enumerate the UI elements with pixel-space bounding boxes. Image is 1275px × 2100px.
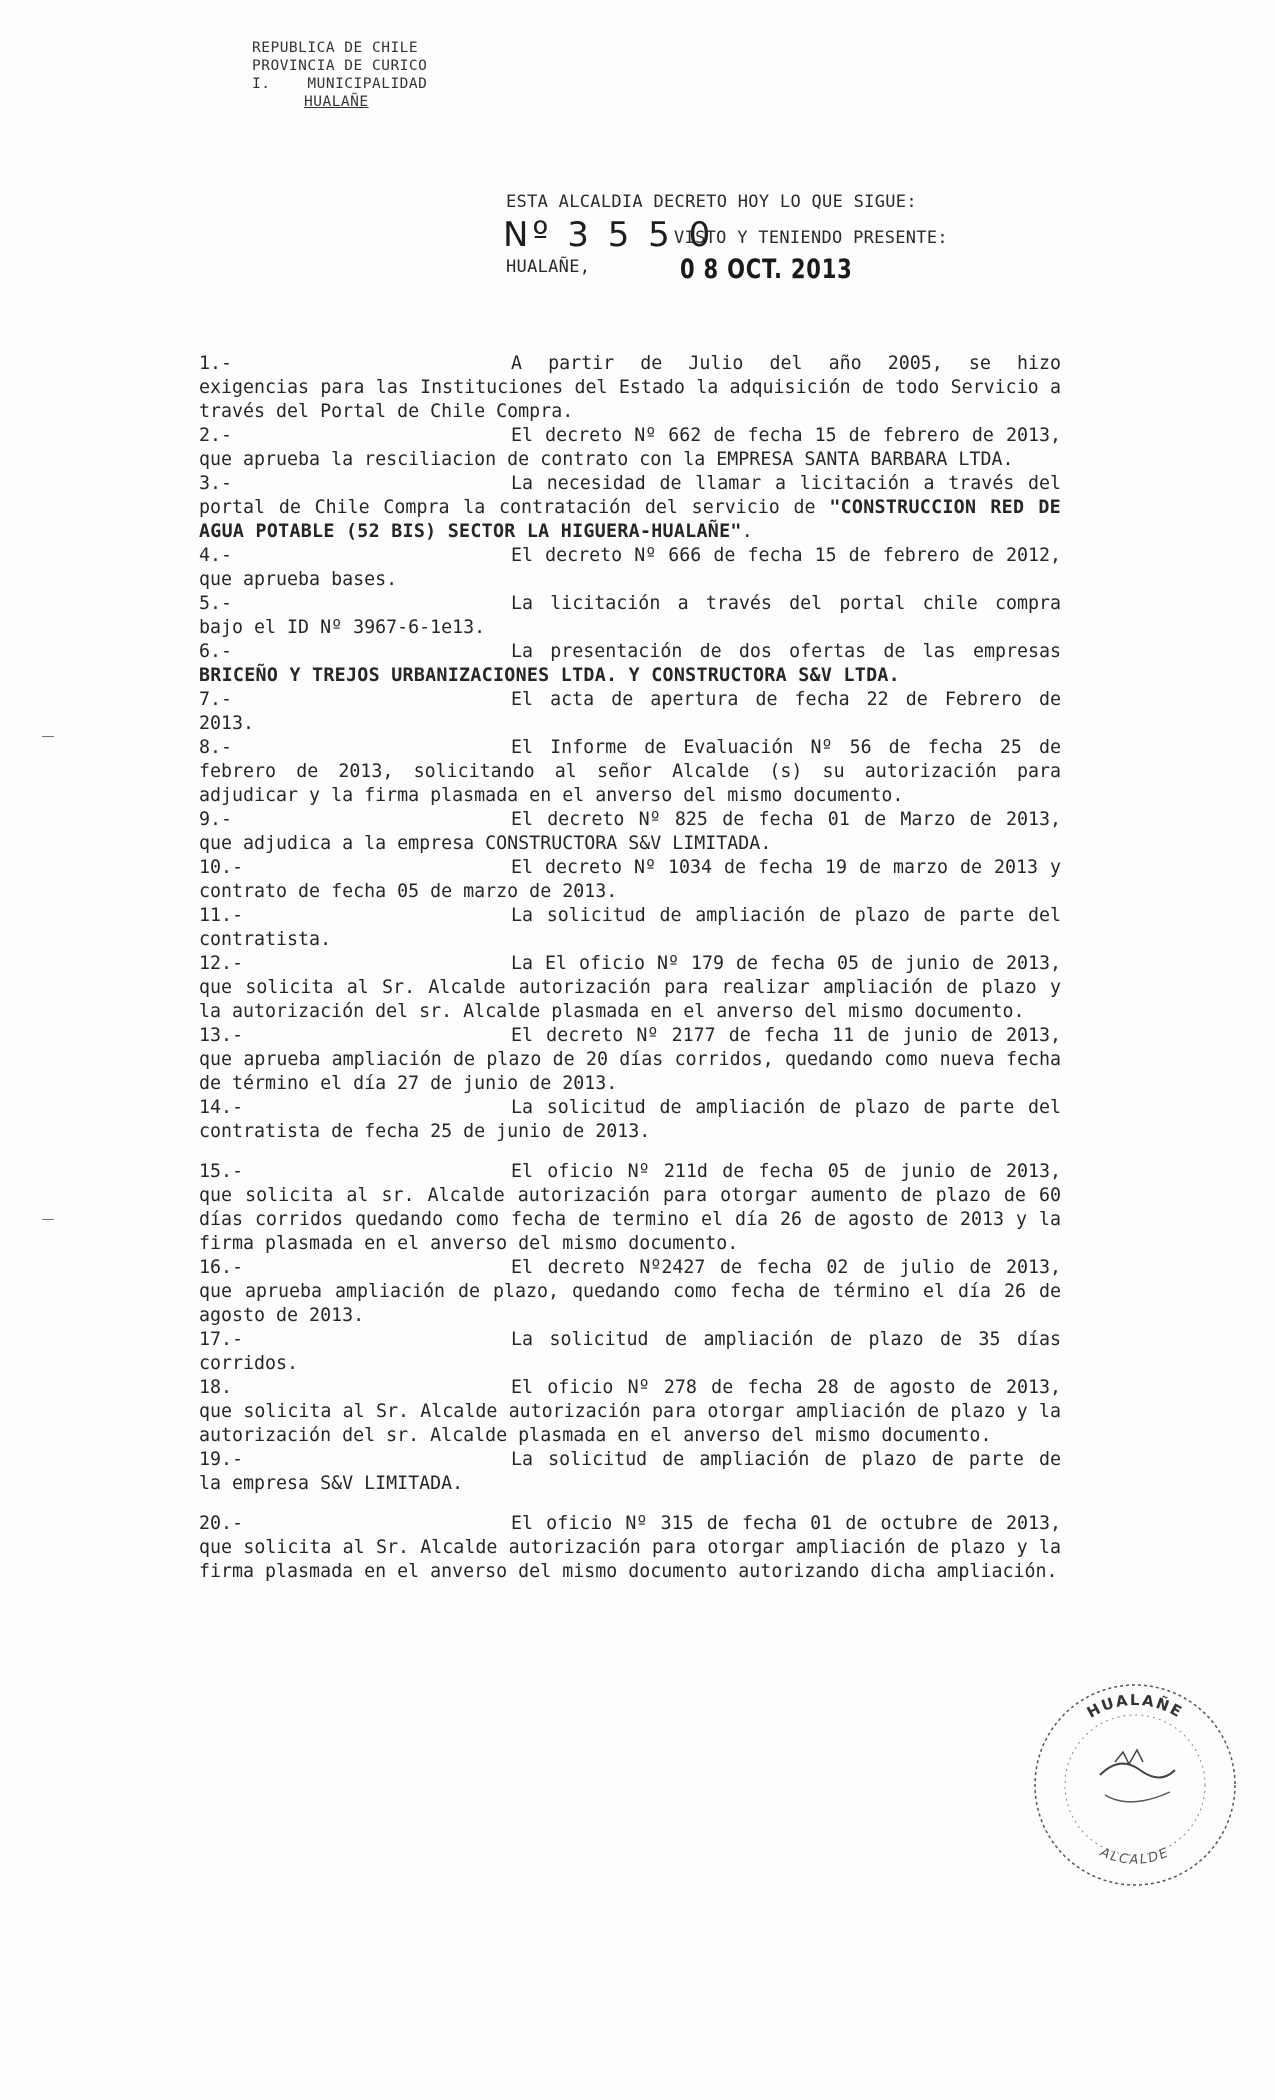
item-bold-text: "CONSTRUCCION RED DE AGUA POTABLE (52 BIS) SECTOR LA HIGUERA-HUALAÑE": [199, 497, 1061, 542]
item-number: 11.-: [199, 905, 244, 926]
consideration-item: [199, 688, 1061, 736]
consideration-item: [199, 856, 1061, 904]
item-number: 3.-: [199, 473, 233, 494]
consideration-item: [199, 904, 1061, 952]
consideration-item: [199, 640, 1061, 688]
item-text: El oficio Nº 211d de fecha 05 de junio de 2013, que solicita al sr. Alcalde autorización para otorgar aumento de plazo de 60 días corridos quedando como fecha de termino el día 26 de agosto de 2013 y la firma plasmada en el anverso del mismo documento.: [199, 1161, 1061, 1254]
consideration-item: [199, 736, 1061, 808]
item-number: 1.-: [199, 353, 233, 374]
item-text: El decreto Nº 2177 de fecha 11 de junio de 2013, que aprueba ampliación de plazo de 20 días corridos, quedando como nueva fecha de término el día 27 de junio de 2013.: [199, 1025, 1061, 1094]
item-text: El oficio Nº 315 de fecha 01 de octubre de 2013, que solicita al Sr. Alcalde autorización para otorgar ampliación de plazo y la firma plasmada en el anverso del mismo documento autorizando dicha ampliación.: [199, 1513, 1061, 1582]
decree-number: Nº 3 5 5 0: [503, 215, 715, 255]
item-text: La solicitud de ampliación de plazo de parte del contratista de fecha 25 de junio de 2013.: [199, 1097, 1061, 1142]
consideration-item: [199, 1328, 1061, 1376]
letterhead-municipality: I. MUNICIPALIDAD: [252, 76, 428, 92]
item-number: 10.-: [199, 857, 244, 878]
considerations-list: [199, 352, 1061, 1584]
consideration-item: [199, 1376, 1061, 1448]
item-text: El Informe de Evaluación Nº 56 de fecha 25 de febrero de 2013, solicitando al señor Alcalde (s) su autorización para adjudicar y la firma plasmada en el anverso del mismo documento.: [199, 737, 1061, 806]
item-number: 16.-: [199, 1257, 244, 1278]
item-number: 13.-: [199, 1025, 244, 1046]
item-number: 18.: [199, 1377, 233, 1398]
item-text: La solicitud de ampliación de plazo de 35 días corridos.: [199, 1329, 1061, 1374]
letterhead: [252, 39, 427, 111]
item-text: El oficio Nº 278 de fecha 28 de agosto de 2013, que solicita al Sr. Alcalde autorización para otorgar ampliación de plazo y la autorización del sr. Alcalde plasmada en el anverso del mismo documento.: [199, 1377, 1061, 1446]
visto-heading: VISTO Y TENIENDO PRESENTE:: [674, 228, 948, 248]
consideration-item: [199, 1448, 1061, 1496]
item-text: El decreto Nº 662 de fecha 15 de febrero de 2013, que aprueba la resciliacion de contrato con la EMPRESA SANTA BARBARA LTDA.: [199, 425, 1061, 470]
consideration-item: [199, 472, 1061, 544]
seal-town-text: HUALAÑE: [1083, 1690, 1187, 1722]
item-text: La solicitud de ampliación de plazo de parte de la empresa S&V LIMITADA.: [199, 1449, 1061, 1494]
item-number: 15.-: [199, 1161, 244, 1182]
item-text: La solicitud de ampliación de plazo de parte del contratista.: [199, 905, 1061, 950]
decree-intro: ESTA ALCALDIA DECRETO HOY LO QUE SIGUE:: [506, 192, 917, 212]
item-number: 2.-: [199, 425, 233, 446]
item-trailing-text: .: [741, 521, 753, 542]
item-number: 12.-: [199, 953, 244, 974]
municipal-seal: [1020, 1670, 1250, 1900]
item-text: La presentación de dos ofertas de las empresas: [511, 641, 1061, 662]
consideration-item: [199, 808, 1061, 856]
item-number: 8.-: [199, 737, 233, 758]
consideration-item: [199, 352, 1061, 424]
consideration-item: [199, 544, 1061, 592]
consideration-item: [199, 1512, 1061, 1584]
item-number: 5.-: [199, 593, 233, 614]
letterhead-town: HUALAÑE: [304, 94, 369, 110]
item-text: El decreto Nº 666 de fecha 15 de febrero de 2012, que aprueba bases.: [199, 545, 1061, 590]
letterhead-province: PROVINCIA DE CURICO: [252, 58, 428, 74]
item-text: El decreto Nº 825 de fecha 01 de Marzo de 2013, que adjudica a la empresa CONSTRUCTORA S&V LIMITADA.: [199, 809, 1061, 854]
decree-place: HUALAÑE,: [506, 257, 591, 277]
margin-mark: [42, 736, 54, 737]
item-number: 19.-: [199, 1449, 244, 1470]
seal-title-text: ALCALDE: [1097, 1845, 1173, 1868]
consideration-item: [199, 1024, 1061, 1096]
date-stamp: 0 8 OCT. 2013: [680, 254, 853, 285]
item-number: 14.-: [199, 1097, 244, 1118]
item-text: A partir de Julio del año 2005, se hizo exigencias para las Instituciones del Estado la adquisición de todo Servicio a través del Portal de Chile Compra.: [199, 353, 1061, 422]
consideration-item: [199, 952, 1061, 1024]
item-number: 20.-: [199, 1513, 244, 1534]
item-number: 17.-: [199, 1329, 244, 1350]
item-text: El decreto Nº 1034 de fecha 19 de marzo de 2013 y contrato de fecha 05 de marzo de 2013.: [199, 857, 1061, 902]
item-text: La El oficio Nº 179 de fecha 05 de junio de 2013, que solicita al Sr. Alcalde autorización para realizar ampliación de plazo y la autorización del sr. Alcalde plasmada en el anverso del mismo documento.: [199, 953, 1061, 1022]
item-number: 6.-: [199, 641, 233, 662]
letterhead-country: REPUBLICA DE CHILE: [252, 40, 419, 56]
item-text: El acta de apertura de fecha 22 de Febrero de 2013.: [199, 689, 1061, 734]
item-text: El decreto Nº2427 de fecha 02 de julio de 2013, que aprueba ampliación de plazo, quedando como fecha de término el día 26 de agosto de 2013.: [199, 1257, 1061, 1326]
consideration-item: [199, 592, 1061, 640]
consideration-item: [199, 1256, 1061, 1328]
consideration-item: [199, 424, 1061, 472]
consideration-item: [199, 1096, 1061, 1144]
item-bold-text: BRICEÑO Y TREJOS URBANIZACIONES LTDA. Y CONSTRUCTORA S&V LTDA.: [199, 665, 900, 686]
consideration-item: [199, 1160, 1061, 1256]
margin-mark: [42, 1219, 54, 1220]
item-number: 4.-: [199, 545, 233, 566]
svg-text:ALCALDE: [1097, 1845, 1172, 1868]
item-text: La necesidad de llamar a licitación a través del portal de Chile Compra la contratación del servicio de: [199, 473, 1061, 518]
svg-text:HUALAÑE: [1084, 1691, 1186, 1722]
item-number: 9.-: [199, 809, 233, 830]
item-text: La licitación a través del portal chile compra bajo el ID Nº 3967-6-1e13.: [199, 593, 1061, 638]
item-number: 7.-: [199, 689, 233, 710]
